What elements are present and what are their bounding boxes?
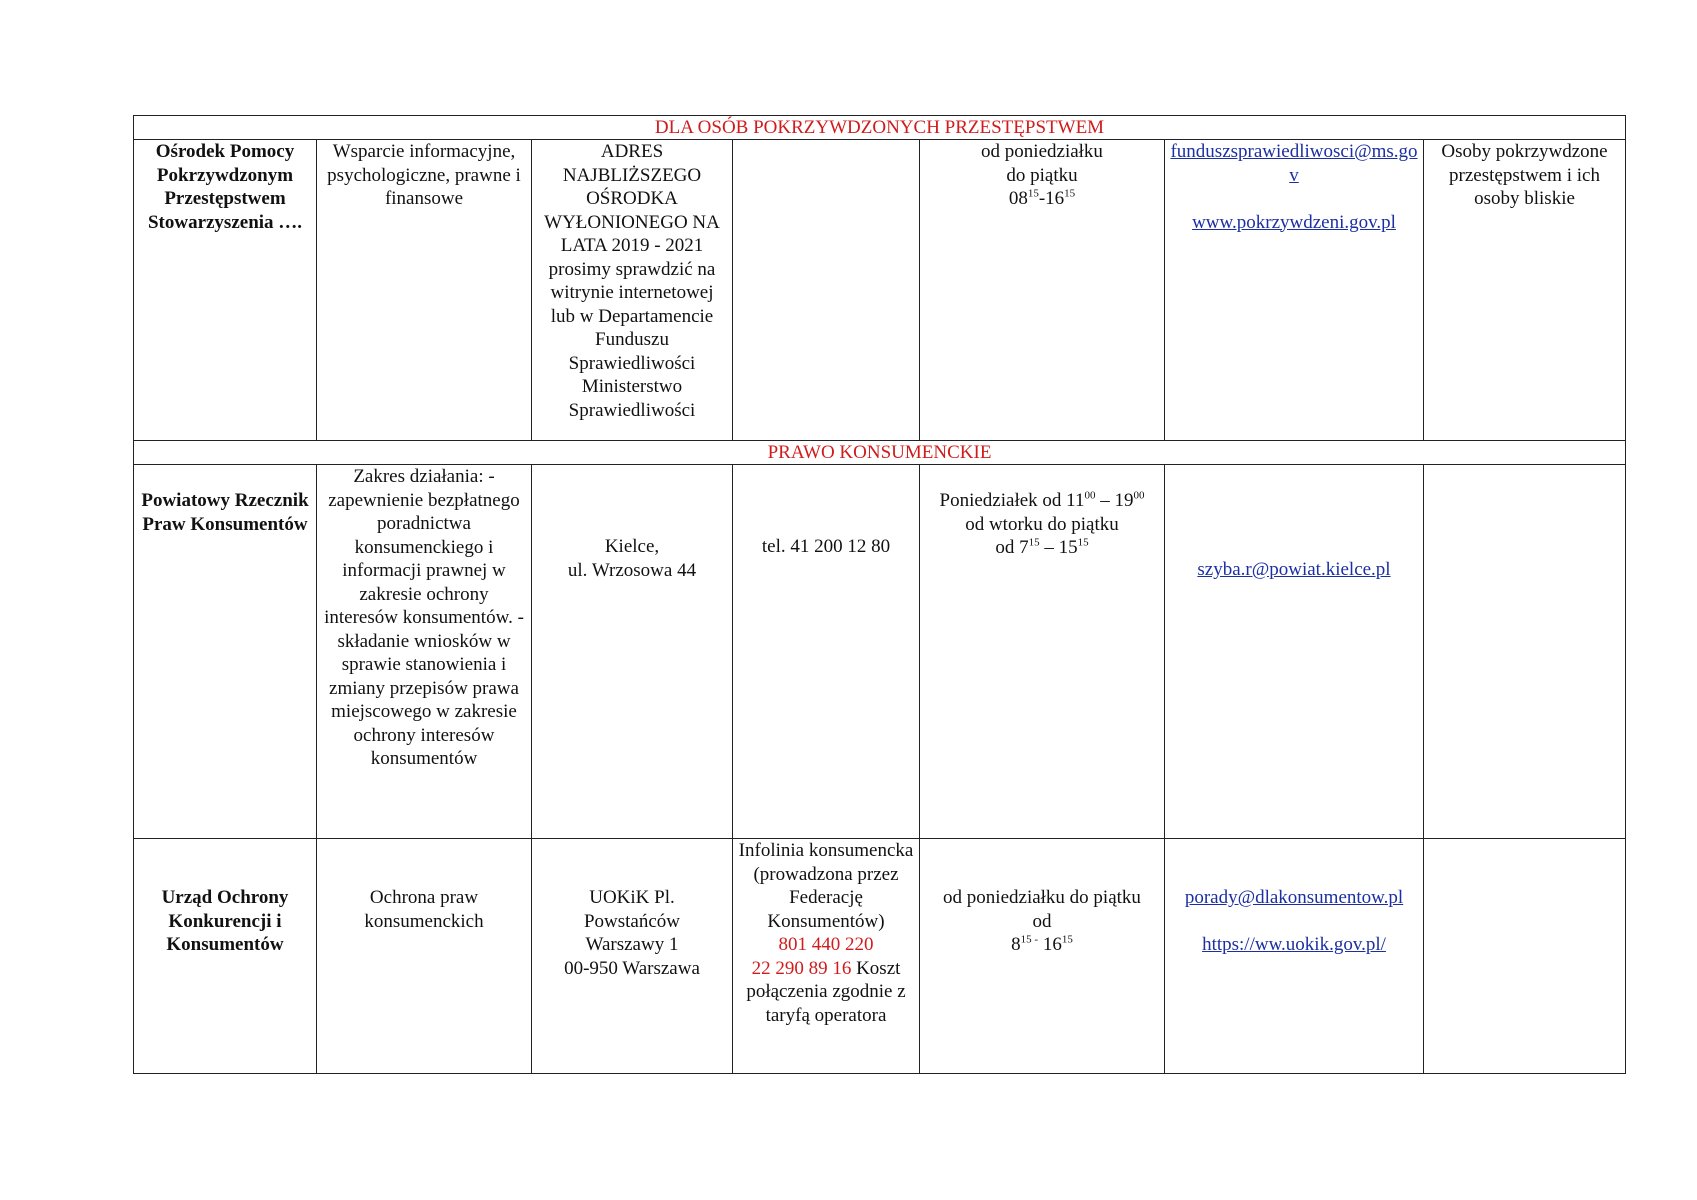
phone-number: 801 440 220 <box>778 934 874 955</box>
phone-cell: tel. 41 200 12 80 <box>733 465 920 839</box>
address-cell: UOKiK Pl. Powstańców Warszawy 1 00-950 Warszawa <box>532 839 733 1074</box>
institution-name: Powiatowy Rzecznik Praw Konsumentów <box>134 465 317 839</box>
services-table <box>133 115 1626 1074</box>
hours-line: $08^{15}-16^{15}$ <box>1008 187 1076 209</box>
phone-cell <box>733 140 920 441</box>
table-row <box>134 465 1626 839</box>
target-group <box>1424 465 1626 839</box>
email-link[interactable]: szyba.r@powiat.kielce.pl <box>1197 559 1391 580</box>
address-cell: ADRES NAJBLIŻSZEGO OŚRODKA WYŁONIONEGO NA LATA 2019 - 2021 prosimy sprawdzić na witrynie internetowej lub w Departamencie Funduszu Sprawiedliwości Ministerstwo Sprawiedliwości <box>532 140 733 441</box>
opening-hours <box>920 140 1165 441</box>
institution-name: Ośrodek Pomocy Pokrzywdzonym Przestępstwem Stowarzyszenia …. <box>134 140 317 441</box>
table-row <box>134 839 1626 1074</box>
section-title-victims: DLA OSÓB POKRZYWDZONYCH PRZESTĘPSTWEM <box>134 116 1626 140</box>
support-scope: Zakres działania: - zapewnienie bezpłatnego poradnictwa konsumenckiego i informacji prawnej w zakresie ochrony interesów konsumentów. - składanie wniosków w sprawie stanowienia i zmiany przepisów prawa miejscowego w zakresie ochrony interesów konsumentów <box>317 465 532 839</box>
support-scope: Wsparcie informacyjne, psychologiczne, prawne i finansowe <box>317 140 532 441</box>
address-cell: Kielce, ul. Wrzosowa 44 <box>532 465 733 839</box>
hours-line: od poniedziałku <box>981 141 1103 162</box>
website-link[interactable]: www.pokrzywdzeni.gov.pl <box>1192 211 1396 233</box>
section-title-consumer: PRAWO KONSUMENCKIE <box>134 441 1626 465</box>
phone-number: 22 290 89 16 <box>751 957 852 979</box>
support-scope: Ochrona praw konsumenckich <box>317 839 532 1074</box>
hours-line: do piątku <box>1006 164 1078 186</box>
contact-cell <box>1165 140 1424 441</box>
target-group: Osoby pokrzywdzone przestępstwem i ich osoby bliskie <box>1424 140 1626 441</box>
institution-name: Urząd Ochrony Konkurencji i Konsumentów <box>134 839 317 1074</box>
contact-cell <box>1165 839 1424 1074</box>
email-link[interactable]: porady@dlakonsumentow.pl <box>1184 887 1404 908</box>
opening-hours: od poniedziałku do piątku od $8^{15 -}$ $16^{15}$ <box>920 839 1165 1074</box>
contact-cell <box>1165 465 1424 839</box>
section-row <box>134 116 1626 140</box>
website-link[interactable]: https://ww.uokik.gov.pl/ <box>1202 934 1386 955</box>
target-group <box>1424 839 1626 1074</box>
section-row <box>134 441 1626 465</box>
email-link[interactable]: funduszsprawiedliwosci@ms.gov <box>1170 141 1418 186</box>
opening-hours: Poniedziałek od $11^{00} - 19^{00}$ od wtorku do piątku od $7^{15} - 15^{15}$ <box>920 465 1165 839</box>
phone-cell: Infolinia konsumencka (prowadzona przez Federację Konsumentów) 801 440 220 22 290 89 16 Koszt połączenia zgodnie z taryfą operatora <box>733 839 920 1074</box>
table-row <box>134 140 1626 441</box>
